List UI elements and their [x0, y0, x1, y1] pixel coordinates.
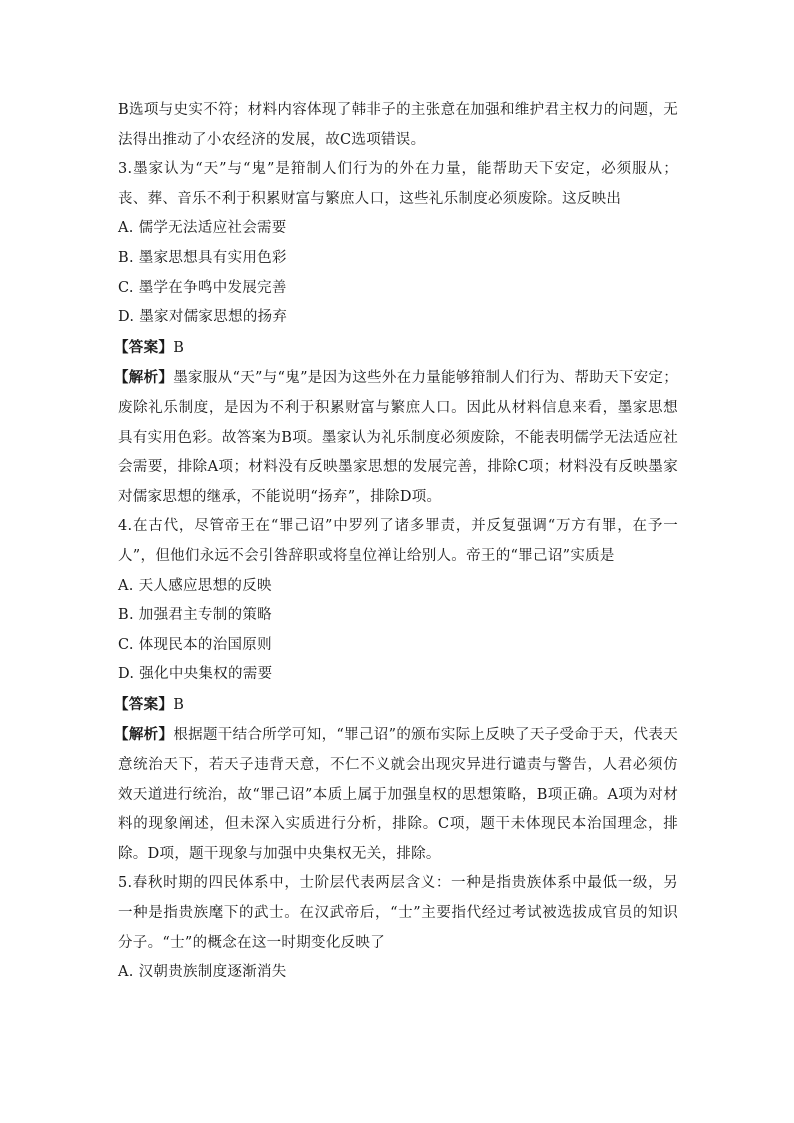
question-3-analysis: [114, 363, 679, 512]
question-5-stem: 5.春秋时期的四民体系中，士阶层代表两层含义：一种是指贵族体系中最低一级，另一种是指贵族麾下的武士。在汉武帝后，“士”主要指代经过考试被选拔成官员的知识分子。“士”的概念在这一时期变化反映了: [118, 875, 678, 951]
question-4-analysis: [114, 720, 679, 869]
question-4-option-a: A. 天人感应思想的反映: [118, 577, 272, 594]
question-5: [118, 869, 678, 987]
question-3: [114, 155, 679, 512]
question-4-answer: [114, 690, 678, 721]
question-4: [114, 512, 679, 869]
document-page: [114, 96, 679, 988]
question-3-stem: 3.墨家认为“天”与“鬼”是箝制人们行为的外在力量，能帮助天下安定，必须服从；丧、葬、音乐不利于积累财富与繁庶人口，这些礼乐制度必须废除。这反映出: [118, 161, 678, 207]
analysis-text: 墨家服从“天”与“鬼”是因为这些外在力量能够箝制人们行为、帮助天下安定；废除礼乐制度，是因为不利于积累财富与繁庶人口。因此从材料信息来看，墨家思想具有实用色彩。故答案为B项。墨家认为礼乐制度必须废除，不能表明儒学无法适应社会需要，排除A项；材料没有反映墨家思想的发展完善，排除C项；材料没有反映墨家对儒家思想的继承，不能说明“扬弃”，排除D项。: [118, 370, 679, 505]
answer-value: B: [173, 696, 185, 713]
question-3-option-a: A. 儒学无法适应社会需要: [118, 220, 287, 237]
analysis-text: 根据题干结合所学可知，“罪己诏”的颁布实际上反映了天子受命于天，代表天意统治天下，若天子违背天意，不仁不义就会出现灾异进行谴责与警告，人君必须仿效天道进行统治，故“罪己诏”本质上属于加强皇权的思想策略，B项正确。A项为对材料的现象阐述，但未深入实质进行分析，排除。C项，题干未体现民本治国理念，排除。D项，题干现象与加强中央集权无关，排除。: [118, 727, 679, 862]
question-4-stem: 4.在古代，尽管帝王在“罪己诏”中罗列了诸多罪责，并反复强调“万方有罪，在予一人”，但他们永远不会引咎辞职或将皇位禅让给别人。帝王的“罪己诏”实质是: [118, 518, 678, 564]
continuation-paragraph: B选项与史实不符；材料内容体现了韩非子的主张意在加强和维护君主权力的问题，无法得出推动了小农经济的发展，故C选项错误。: [118, 102, 678, 148]
question-4-option-b: B. 加强君主专制的策略: [118, 607, 272, 624]
question-4-option-c: C. 体现民本的治国原则: [118, 636, 272, 653]
question-5-option-a: A. 汉朝贵族制度逐渐消失: [118, 964, 287, 981]
question-3-option-c: C. 墨学在争鸣中发展完善: [118, 279, 287, 296]
answer-label: 【答案】: [114, 338, 174, 356]
question-3-option-d: D. 墨家对儒家思想的扬弃: [118, 309, 288, 326]
question-3-option-b: B. 墨家思想具有实用色彩: [118, 249, 287, 266]
answer-value: B: [173, 339, 185, 356]
analysis-label: 【解析】: [114, 369, 174, 387]
question-4-option-d: D. 强化中央集权的需要: [118, 666, 273, 683]
answer-label: 【答案】: [114, 695, 174, 713]
analysis-label: 【解析】: [114, 726, 174, 744]
question-3-answer: [114, 333, 678, 364]
